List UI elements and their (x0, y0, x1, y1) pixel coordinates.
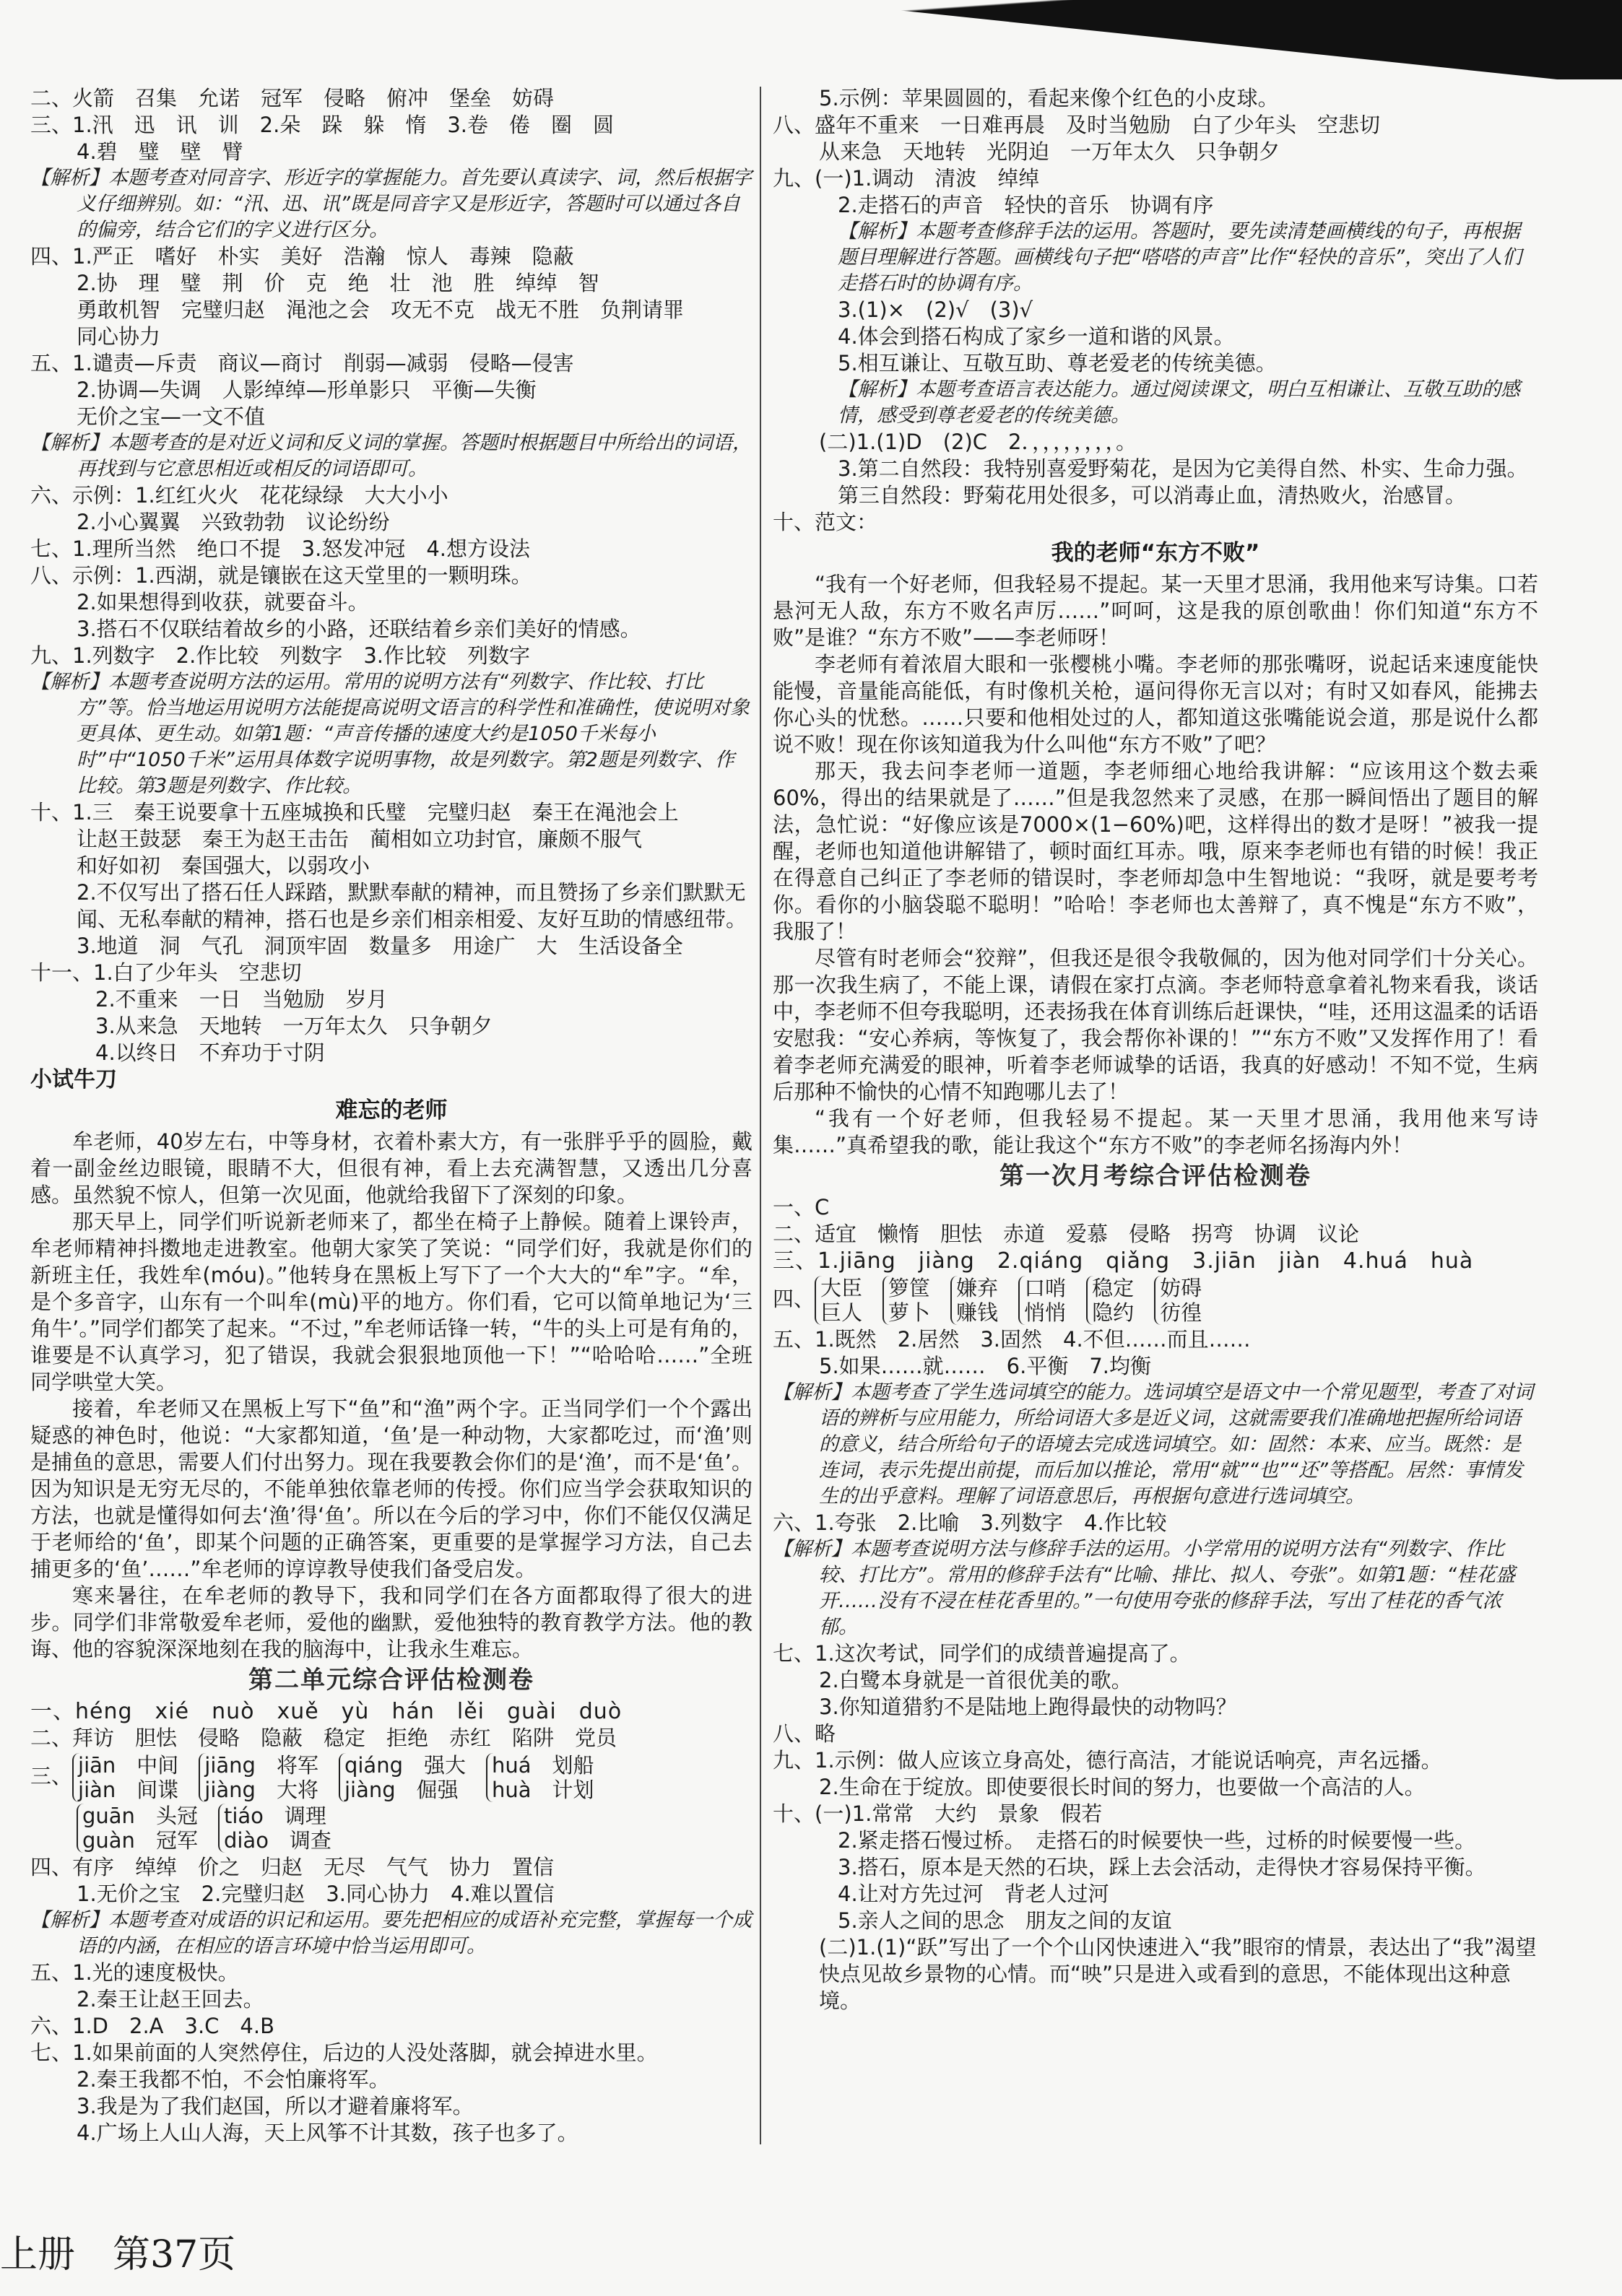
brace-entry: 口哨 (1024, 1276, 1067, 1300)
answer-analysis: 【解析】本题考查说明方法与修辞手法的运用。小学常用的说明方法有“列数字、作比较、打比方”。常用的修辞手法有“比喻、排比、拟人、夸张”。如第1题：“桂花盛开……没有不浸在桂花香里的。”一句使用夸张的修辞手法，写出了桂花的香气浓郁。 (773, 1538, 1516, 1638)
essay-paragraph: “我有一个好老师，但我轻易不提起。某一天里才思涌，我用他来写诗集。口若悬河无人敌，东方不败名声厉……”呵呵，这是我的原创歌曲！你们知道“东方不败”是谁？“东方不败”——李老师呀！ (773, 572, 1538, 650)
answer-analysis: 【解析】本题考查说明方法的运用。常用的说明方法有“列数字、作比较、打比方”等。恰当地运用说明方法能提高说明文语言的科学性和准确性，使说明对象更具体、更生动。如第1题：“声音传播的速度大约是1050千米每小时”中“1050千米”运用具体数字说明事物，故是列数字。第2题是列数字、作比较。第3题是列数字、作比较。 (30, 671, 750, 797)
polyphone-groups (30, 1753, 753, 1802)
answer-line: 3.从来急 天地转 一万年太久 只争朝夕 (95, 1014, 493, 1038)
brace-group (1018, 1276, 1066, 1325)
brace-entry: 悄悄 (1024, 1300, 1067, 1325)
brace-entry: huà 计划 (492, 1778, 594, 1802)
brace-group (199, 1753, 318, 1802)
brace-entry: jiàng 大将 (204, 1778, 318, 1802)
answer-line: 无价之宝—一文不值 (77, 404, 266, 429)
essay-paragraph: 那天，我去问李老师一道题，李老师细心地给我讲解：“应该用这个数去乘60%，得出的结果就是了……”但是我忽然来了灵感，在那一瞬间悟出了题目的解法，急忙说：“好像应该是7000×(1−60%)吧，这样得出的数才是呀！”被我一提醒，老师也知道他讲解错了，顿时面红耳赤。哦，原来李老师也有错的时候！我正在得意自己纠正了李老师的错误时，李老师却急中生智地说：“我呀，就是要考考你。看你的小脑袋聪不聪明！”哈哈！李老师也太善辩了，真不愧是“东方不败”，我服了！ (773, 759, 1538, 944)
answer-analysis: 【解析】本题考查修辞手法的运用。答题时，要先读清楚画横线的句子，再根据题目理解进行答题。画横线句子把“嗒嗒的声音”比作“轻快的音乐”，突出了人们走搭石时的协调有序。 (838, 220, 1522, 295)
answer-line: 六、1.夸张 2.比喻 3.列数字 4.作比较 (773, 1510, 1167, 1535)
answer-line: 2.紧走搭石慢过桥。 走搭石的时候要快一些，过桥的时候要慢一些。 (838, 1828, 1476, 1853)
answer-line: 2.协 理 璧 荆 价 克 绝 壮 池 胜 绰绰 智 (77, 271, 599, 295)
brace-entry: guàn 冠军 (82, 1828, 198, 1853)
brace-entry: jiān 中间 (78, 1753, 179, 1778)
brace-group (486, 1753, 594, 1802)
answer-analysis: 【解析】本题考查对成语的识记和运用。要先把相应的成语补充完整，掌握每一个成语的内涵，在相应的语言环境中恰当运用即可。 (30, 1909, 752, 1957)
answer-analysis: 【解析】本题考查语言表达能力。通过阅读课文，明白互相谦让、互敬互助的感情，感受到尊老爱老的传统美德。 (838, 378, 1520, 427)
brace-entry: 萝卜 (888, 1300, 931, 1325)
brace-group (77, 1804, 198, 1853)
answer-line: 5.示例：苹果圆圆的，看起来像个红色的小皮球。 (819, 86, 1279, 110)
answer-line: 五、1.既然 2.居然 3.固然 4.不但……而且…… (773, 1327, 1251, 1352)
answer-line: 4.体会到搭石构成了家乡一道和谐的风景。 (838, 324, 1235, 349)
answer-line: 五、1.光的速度极快。 (30, 1960, 239, 1985)
answer-line: 五、1.谴责—斥责 商议—商讨 削弱—减弱 侵略—侵害 (30, 351, 574, 375)
essay-title: 难忘的老师 (335, 1097, 448, 1123)
brace-group (1154, 1276, 1202, 1325)
answer-line: 4.碧 璧 壁 臂 (77, 139, 243, 164)
answer-line: 四、有序 绰绰 价之 归赵 无尽 气气 协力 置信 (30, 1855, 555, 1879)
answer-line: 七、1.这次考试，同学们的成绩普遍提高了。 (773, 1641, 1191, 1666)
answer-line: 八、盛年不重来 一日难再晨 及时当勉励 白了少年头 空悲切 (773, 113, 1381, 137)
similar-char-groups (773, 1276, 1538, 1325)
brace-entry: 赚钱 (956, 1300, 999, 1325)
essay-paragraph: 李老师有着浓眉大眼和一张樱桃小嘴。李老师的那张嘴呀，说起话来速度能快能慢，音量能高能低，有时像机关枪，逼问得你无言以对；有时又如春风，能拂去你心头的忧愁。……只要和他相处过的人，都知道这张嘴能说会道，那是说什么都说不败！现在你该知道我为什么叫他“东方不败”了吧？ (773, 652, 1538, 757)
answer-line: 八、略 (773, 1721, 836, 1746)
answer-line: 二、适宜 懒惰 胆怯 赤道 爱慕 侵略 拐弯 协调 议论 (773, 1222, 1360, 1246)
answer-line: 2.不重来 一日 当勉励 岁月 (95, 987, 388, 1012)
brace-group (882, 1276, 930, 1325)
answer-line: 4.广场上人山人海，天上风筝不计其数，孩子也多了。 (77, 2121, 578, 2145)
answer-line: 十、(一)1.常常 大约 景象 假若 (773, 1801, 1103, 1826)
essay-paragraph: “我有一个好老师，但我轻易不提起。某一天里才思涌，我用他来写诗集……”真希望我的歌，能让我这个“东方不败”的李老师名扬海内外！ (773, 1106, 1538, 1157)
brace-entry: 隐约 (1092, 1300, 1135, 1325)
answer-line: 二、拜访 胆怯 侵略 隐蔽 稳定 拒绝 赤红 陷阱 党员 (30, 1726, 617, 1750)
answer-line: 2.秦王让赵王回去。 (77, 1987, 264, 2012)
answer-line: 3.我是为了我们赵国，所以才避着廉将军。 (77, 2094, 474, 2118)
answer-line: 七、1.理所当然 绝口不提 3.怒发冲冠 4.想方设法 (30, 536, 531, 561)
essay-paragraph: 尽管有时老师会“狡辩”，但我还是很令我敬佩的，因为他对同学们十分关心。那一次我生病了，不能上课，请假在家打点滴。李老师特意拿着礼物来看我，谈话中，李老师不但夸我聪明，还表扬我在体育训练后赶课快，“哇，还用这温柔的话语安慰我：“安心养病，等恢复了，我会帮你补课的！”“东方不败”又发挥作用了！看着李老师充满爱的眼神，听着李老师诚挚的话语，我真的好感动！不知不觉，生病后那种不愉快的心情不知跑哪儿去了！ (773, 946, 1538, 1104)
polyphone-groups-label: 三、 (30, 1764, 73, 1788)
brace-entry: diào 调查 (223, 1828, 331, 1853)
brace-entry: 嫌弃 (956, 1276, 999, 1300)
answer-line: 三、1.jiāng jiàng 2.qiáng qiǎng 3.jiān jiàn 4.huá huà (773, 1248, 1474, 1274)
brace-entry: 箩筐 (888, 1276, 931, 1300)
answer-line: 2.生命在于绽放。即使要很长时间的努力，也要做一个高洁的人。 (819, 1775, 1426, 1799)
answer-analysis: 【解析】本题考查的是对近义词和反义词的掌握。答题时根据题目中所给出的词语，再找到与它意思相近或相反的词语即可。 (30, 432, 752, 480)
essay-paragraph: 寒来暑往，在牟老师的教导下，我和同学们在各方面都取得了很大的进步。同学们非常敬爱牟老师，爱他的幽默，爱他独特的教育教学方法。他的教诲、他的容貌深深地刻在我的脑海中，让我永生难忘。 (30, 1583, 753, 1661)
answer-line: 九、1.示例：做人应该立身高处，德行高洁，才能说话响亮，声名远播。 (773, 1748, 1442, 1773)
similar-char-groups-label: 四、 (773, 1287, 815, 1311)
answer-line: 八、示例：1.西湖，就是镶嵌在这天堂里的一颗明珠。 (30, 563, 532, 588)
brace-entry: 妨碍 (1160, 1276, 1202, 1300)
brace-entry: huá 划船 (492, 1753, 594, 1778)
answer-line: 九、(一)1.调动 清波 绰绰 (773, 166, 1040, 191)
answer-line: 勇敢机智 完璧归赵 渑池之会 攻无不克 战无不胜 负荆请罪 (77, 297, 685, 322)
answer-line: 3.地道 洞 气孔 洞顶牢固 数量多 用途广 大 生活设备全 (77, 934, 683, 958)
answer-line: (二)1.(1)D (2)C 2．，，，，，，，，。 (819, 430, 1137, 454)
answer-line: 3.第二自然段：我特别喜爱野菊花，是因为它美得自然、朴实、生命力强。第三自然段：野菊花用处很多，可以消毒止血，清热败火，治感冒。 (838, 456, 1528, 508)
answer-line: 4.以终日 不弃功于寸阴 (95, 1040, 325, 1065)
essay-paragraph: 那天早上，同学们听说新老师来了，都坐在椅子上静候。随着上课铃声，牟老师精神抖擞地走进教室。他朝大家笑了笑说：“同学们好，我就是你们的新班主任，我姓牟(móu)。”他转身在黑板上写下了一个大大的“牟”字。“牟，是个多音字，山东有一个叫牟(mù)平的地方。你们看，它可以简单地记为‘三角牛’。”同学们都笑了起来。“不过，”牟老师话锋一转，“牛的头上可是有角的，谁要是不认真学习，犯了错误，我就会狠狠地顶他一下！”“哈哈哈……”全班同学哄堂大笑。 (30, 1209, 753, 1394)
right-column (773, 85, 1538, 2014)
essay-paragraph: 牟老师，40岁左右，中等身材，衣着朴素大方，有一张胖乎乎的圆脸，戴着一副金丝边眼镜，眼睛不大，但很有神，看上去充满智慧，又透出几分喜感。虽然貌不惊人，但第一次见面，他就给我留下了深刻的印象。 (30, 1129, 753, 1207)
answer-analysis: 【解析】本题考查了学生选词填空的能力。选词填空是语文中一个常见题型，考查了对词语的辨析与应用能力，所给词语大多是近义词，这就需要我们准确地把握所给词语的意义，结合所给句子的语境去完成选词填空。如：固然：本来、应当。既然：是连词，表示先提出前提，而后加以推论，常用“就”“也”“还”等搭配。居然：事情发生的出乎意料。理解了词语意思后，再根据句意进行选词填空。 (773, 1381, 1533, 1508)
brace-entry: 稳定 (1092, 1276, 1135, 1300)
brace-entry: 彷徨 (1160, 1300, 1202, 1325)
answer-line: 2.协调—失调 人影绰绰—形单影只 平衡—失衡 (77, 378, 537, 402)
answer-analysis: 【解析】本题考查对同音字、形近字的掌握能力。首先要认真读字、词，然后根据字义仔细辨别。如：“汛、迅、讯”既是同音字又是形近字，答题时可以通过各自的偏旁，结合它们的字义进行区分。 (30, 167, 752, 241)
brace-group (72, 1753, 178, 1802)
answer-line: 3.(1)× (2)√ (3)√ (838, 297, 1033, 322)
answer-line: 一、C (773, 1195, 830, 1219)
section-title: 第二单元综合评估检测卷 (248, 1666, 534, 1695)
answer-line: (二)1.(1)“跃”写出了一个个山冈快速进入“我”眼帘的情景，表达出了“我”渴望快点见故乡景物的心情。而“映”只是进入或看到的意思，不能体现出这种意境。 (819, 1935, 1537, 2013)
essay-title: 我的老师“东方不败” (1051, 540, 1260, 566)
answer-line: 同心协力 (77, 324, 161, 349)
brace-entry: 巨人 (820, 1300, 863, 1325)
answer-line: 九、1.列数字 2.作比较 列数字 3.作比较 列数字 (30, 643, 531, 668)
answer-line: 5.如果……就…… 6.平衡 7.均衡 (819, 1354, 1152, 1378)
page-footer: 上册 第37页 (0, 2233, 236, 2277)
answer-line: 十一、1.白了少年头 空悲切 (30, 960, 302, 985)
column-divider (760, 87, 761, 2144)
answer-line: 3.搭石，原本是天然的石块，踩上去会活动，走得快才容易保持平衡。 (838, 1855, 1486, 1879)
brace-entry: 大臣 (820, 1276, 863, 1300)
brace-entry: jiàng 倔强 (344, 1778, 459, 1802)
brace-group (950, 1276, 998, 1325)
scan-dark-band (0, 0, 1622, 79)
brace-group (1086, 1276, 1134, 1325)
section-title: 第一次月考综合评估检测卷 (999, 1162, 1311, 1191)
brace-group (339, 1753, 466, 1802)
answer-line: 从来急 天地转 光阴迫 一万年太久 只争朝夕 (819, 139, 1280, 164)
answer-line: 2.不仅写出了搭石任人踩踏，默默奉献的精神，而且赞扬了乡亲们默默无闻、无私奉献的精神，搭石也是乡亲们相亲相爱、友好互助的情感纽带。 (77, 880, 747, 931)
brace-entry: jiàn 间谍 (78, 1778, 179, 1802)
left-column (30, 85, 753, 2147)
answer-line: 2.秦王我都不怕，不会怕廉将军。 (77, 2067, 390, 2092)
answer-line: 十、1.三 秦王说要拿十五座城换和氏璧 完璧归赵 秦王在渑池会上 (30, 800, 679, 825)
answer-line: 1.无价之宝 2.完璧归赵 3.同心协力 4.难以置信 (77, 1882, 555, 1906)
brace-entry: qiáng 强大 (344, 1753, 466, 1778)
answer-line: 二、火箭 召集 允诺 冠军 侵略 俯冲 堡垒 妨碍 (30, 86, 555, 110)
answer-line: 和好如初 秦国强大，以弱攻小 (77, 853, 370, 878)
answer-line: 3.搭石不仅联结着故乡的小路，还联结着乡亲们美好的情感。 (77, 617, 641, 641)
answer-line: 六、示例：1.红红火火 花花绿绿 大大小小 (30, 483, 448, 508)
brace-entry: guān 头冠 (82, 1804, 198, 1828)
essay-paragraph: 接着，牟老师又在黑板上写下“鱼”和“渔”两个字。正当同学们一个个露出疑惑的神色时，他说：“大家都知道，‘鱼’是一种动物，大家都吃过，而‘渔’则是捕鱼的意思，需要人们付出努力。现在我要教会你们的是‘渔’，而不是‘鱼’。因为知识是无穷无尽的，不能单独依靠老师的传授。你们应当学会获取知识的方法，也就是懂得如何去‘渔’得‘鱼’。所以在今后的学习中，你们不能仅仅满足于老师给的‘鱼’，即某个问题的正确答案，更重要的是掌握学习方法，自己去捕更多的‘鱼’……”牟老师的谆谆教导使我们备受启发。 (30, 1396, 753, 1581)
answer-line: 让赵王鼓瑟 秦王为赵王击缶 蔺相如立功封官，廉颇不服气 (77, 827, 643, 851)
answer-line: 2.如果想得到收获，就要奋斗。 (77, 590, 369, 614)
answer-line: 5.亲人之间的思念 朋友之间的友谊 (838, 1908, 1172, 1933)
brace-entry: jiāng 将军 (204, 1753, 318, 1778)
section-heading: 小试牛刀 (30, 1067, 117, 1092)
answer-line: 2.走搭石的声音 轻快的音乐 协调有序 (838, 193, 1214, 217)
answer-line: 5.相互谦让、互敬互助、尊老爱老的传统美德。 (838, 351, 1277, 375)
answer-line: 一、héng xié nuò xuě yù hán lěi guài duò (30, 1699, 623, 1724)
polyphone-groups-2 (30, 1804, 753, 1853)
answer-line: 4.让对方先过河 背老人过河 (838, 1882, 1109, 1906)
brace-group (218, 1804, 331, 1853)
brace-group (815, 1276, 862, 1325)
answer-line: 四、1.严正 嗜好 朴实 美好 浩瀚 惊人 毒辣 隐蔽 (30, 244, 574, 269)
answer-line: 七、1.如果前面的人突然停住，后边的人没处落脚，就会掉进水里。 (30, 2040, 658, 2065)
brace-entry: tiáo 调理 (223, 1804, 326, 1828)
answer-line: 十、范文： (773, 510, 878, 534)
answer-line: 六、1.D 2.A 3.C 4.B (30, 2014, 274, 2038)
answer-line: 3.你知道猎豹不是陆地上跑得最快的动物吗？ (819, 1695, 1237, 1719)
answer-line: 2.白鹭本身就是一首很优美的歌。 (819, 1668, 1132, 1692)
answer-line: 三、1.汛 迅 讯 训 2.朵 跺 躲 惰 3.卷 倦 圈 圆 (30, 113, 615, 137)
answer-line: 2.小心翼翼 兴致勃勃 议论纷纷 (77, 510, 390, 534)
